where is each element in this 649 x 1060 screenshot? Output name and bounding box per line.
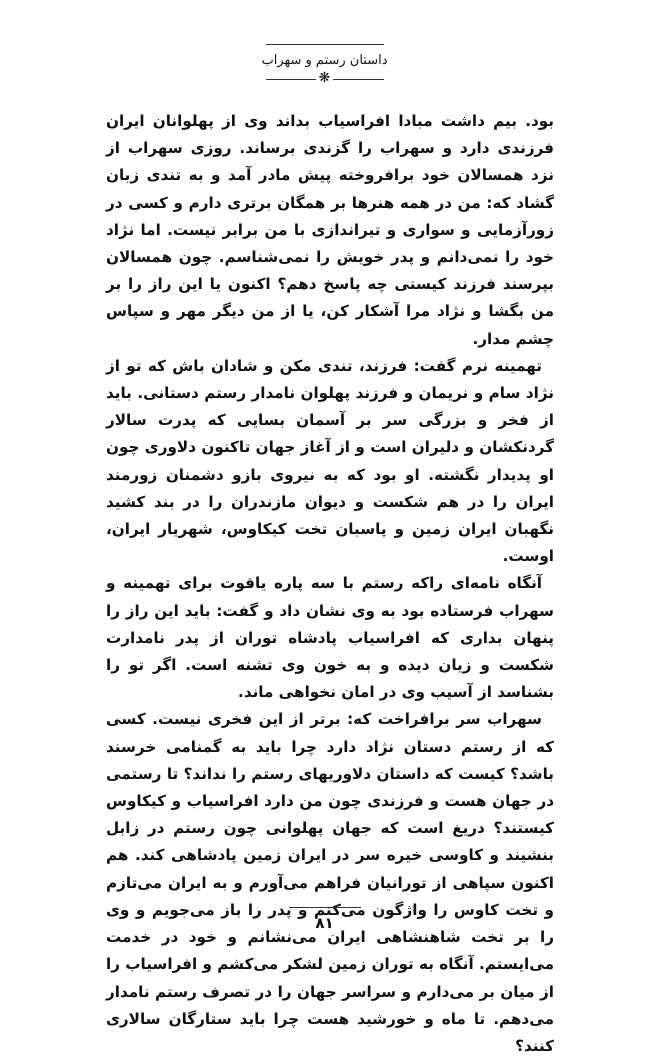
page-number: ۸۱ — [315, 914, 334, 932]
paragraph-2: تهمینه نرم گفت: فرزند، تندی مکن و شادان باش که تو از نژاد سام و نریمان و فرزند پهلوان نامدار رستم دستانی. باید از فخر و بزرگی سر بر آسمان بسایی که پدرت سالار گردنکشان و دلیران است و از آغاز جهان تاکنون دلاوری چون او پدیدار نگشته. او بود که به نیروی بازو دشمنان زورمند ایران را در هم شکست و دیوان مازندران را در بند کشید نگهبان ایران زمین و پاسبان تخت کیکاوس، شهریار ایران، اوست. — [106, 356, 554, 566]
paragraph-3: آنگاه نامه‌ای راکه رستم با سه پاره یاقوت برای تهمینه و سهراب فرستاده بود به وی نشان داد و گفت: باید این راز را پنهان بداری که افراسیاب پادشاه توران از پدر نامدارت شکست و زیان دیده و به خون وی تشنه است. اگر تو را بشناسد از آسیب وی در امان نخواهی ماند. — [106, 574, 554, 702]
header-ornament-rule — [266, 70, 384, 86]
footer-rule — [289, 907, 361, 908]
header-top-rule — [266, 44, 384, 45]
running-header — [0, 44, 649, 86]
page-footer — [0, 907, 649, 934]
asterisk-ornament-icon: ❋ — [316, 71, 334, 85]
chapter-title: داستان رستم و سهراب — [261, 53, 388, 68]
paragraph-1: بود. بیم داشت مبادا افراسیاب بداند وی از پهلوانان ایران فرزندی دارد و سهراب را گزندی برساند. روزی سهراب از نزد همسالان خود برافروخته پیش مادر آمد و به تندی زبان گشاد که: من در همه هنرها بر همگان برتری دارم و کسی در زورآزمایی و سواری و تیراندازی با من برابر نیست. اما نژاد خود را نمی‌دانم و پدر خویش را نمی‌شناسم. چون همسالان بپرسند فرزند کیستی چه پاسخ دهم؟ اکنون یا این راز را بر من بگشا و نژاد مرا آشکار کن، یا از من دیگر مهر و سپاس چشم مدار. — [106, 112, 554, 348]
paragraph-4: سهراب سر برافراخت که: برتر از این فخری نیست. کسی که از رستم دستان نژاد دارد چرا باید به گمنامی خرسند باشد؟ کیست که داستان دلاوریهای رستم را نداند؟ تا رستمی در جهان هست و فرزندی چون من دارد افراسیاب و کیکاوس کیستند؟ دریغ است که جهان پهلوانی چون رستم در زابل بنشیند و کاوسی خیره سر در ایران زمین پادشاهی کند. هم اکنون سپاهی از تورانیان فراهم می‌آورم و به ایران می‌تازم و تخت کاوس را واژگون می‌کنم و پدر را باز می‌جویم و وی را بر تخت شاهنشاهی ایران می‌نشانم و خود در خدمت می‌ایستم. آنگاه به توران زمین لشکر می‌کشم و افراسیاب را از میان بر می‌دارم و سراسر جهان را در تصرف رستم نامدار می‌دهم. تا ماه و خورشید هست چرا باید ستارگان سالاری کنند؟ — [106, 710, 554, 1055]
